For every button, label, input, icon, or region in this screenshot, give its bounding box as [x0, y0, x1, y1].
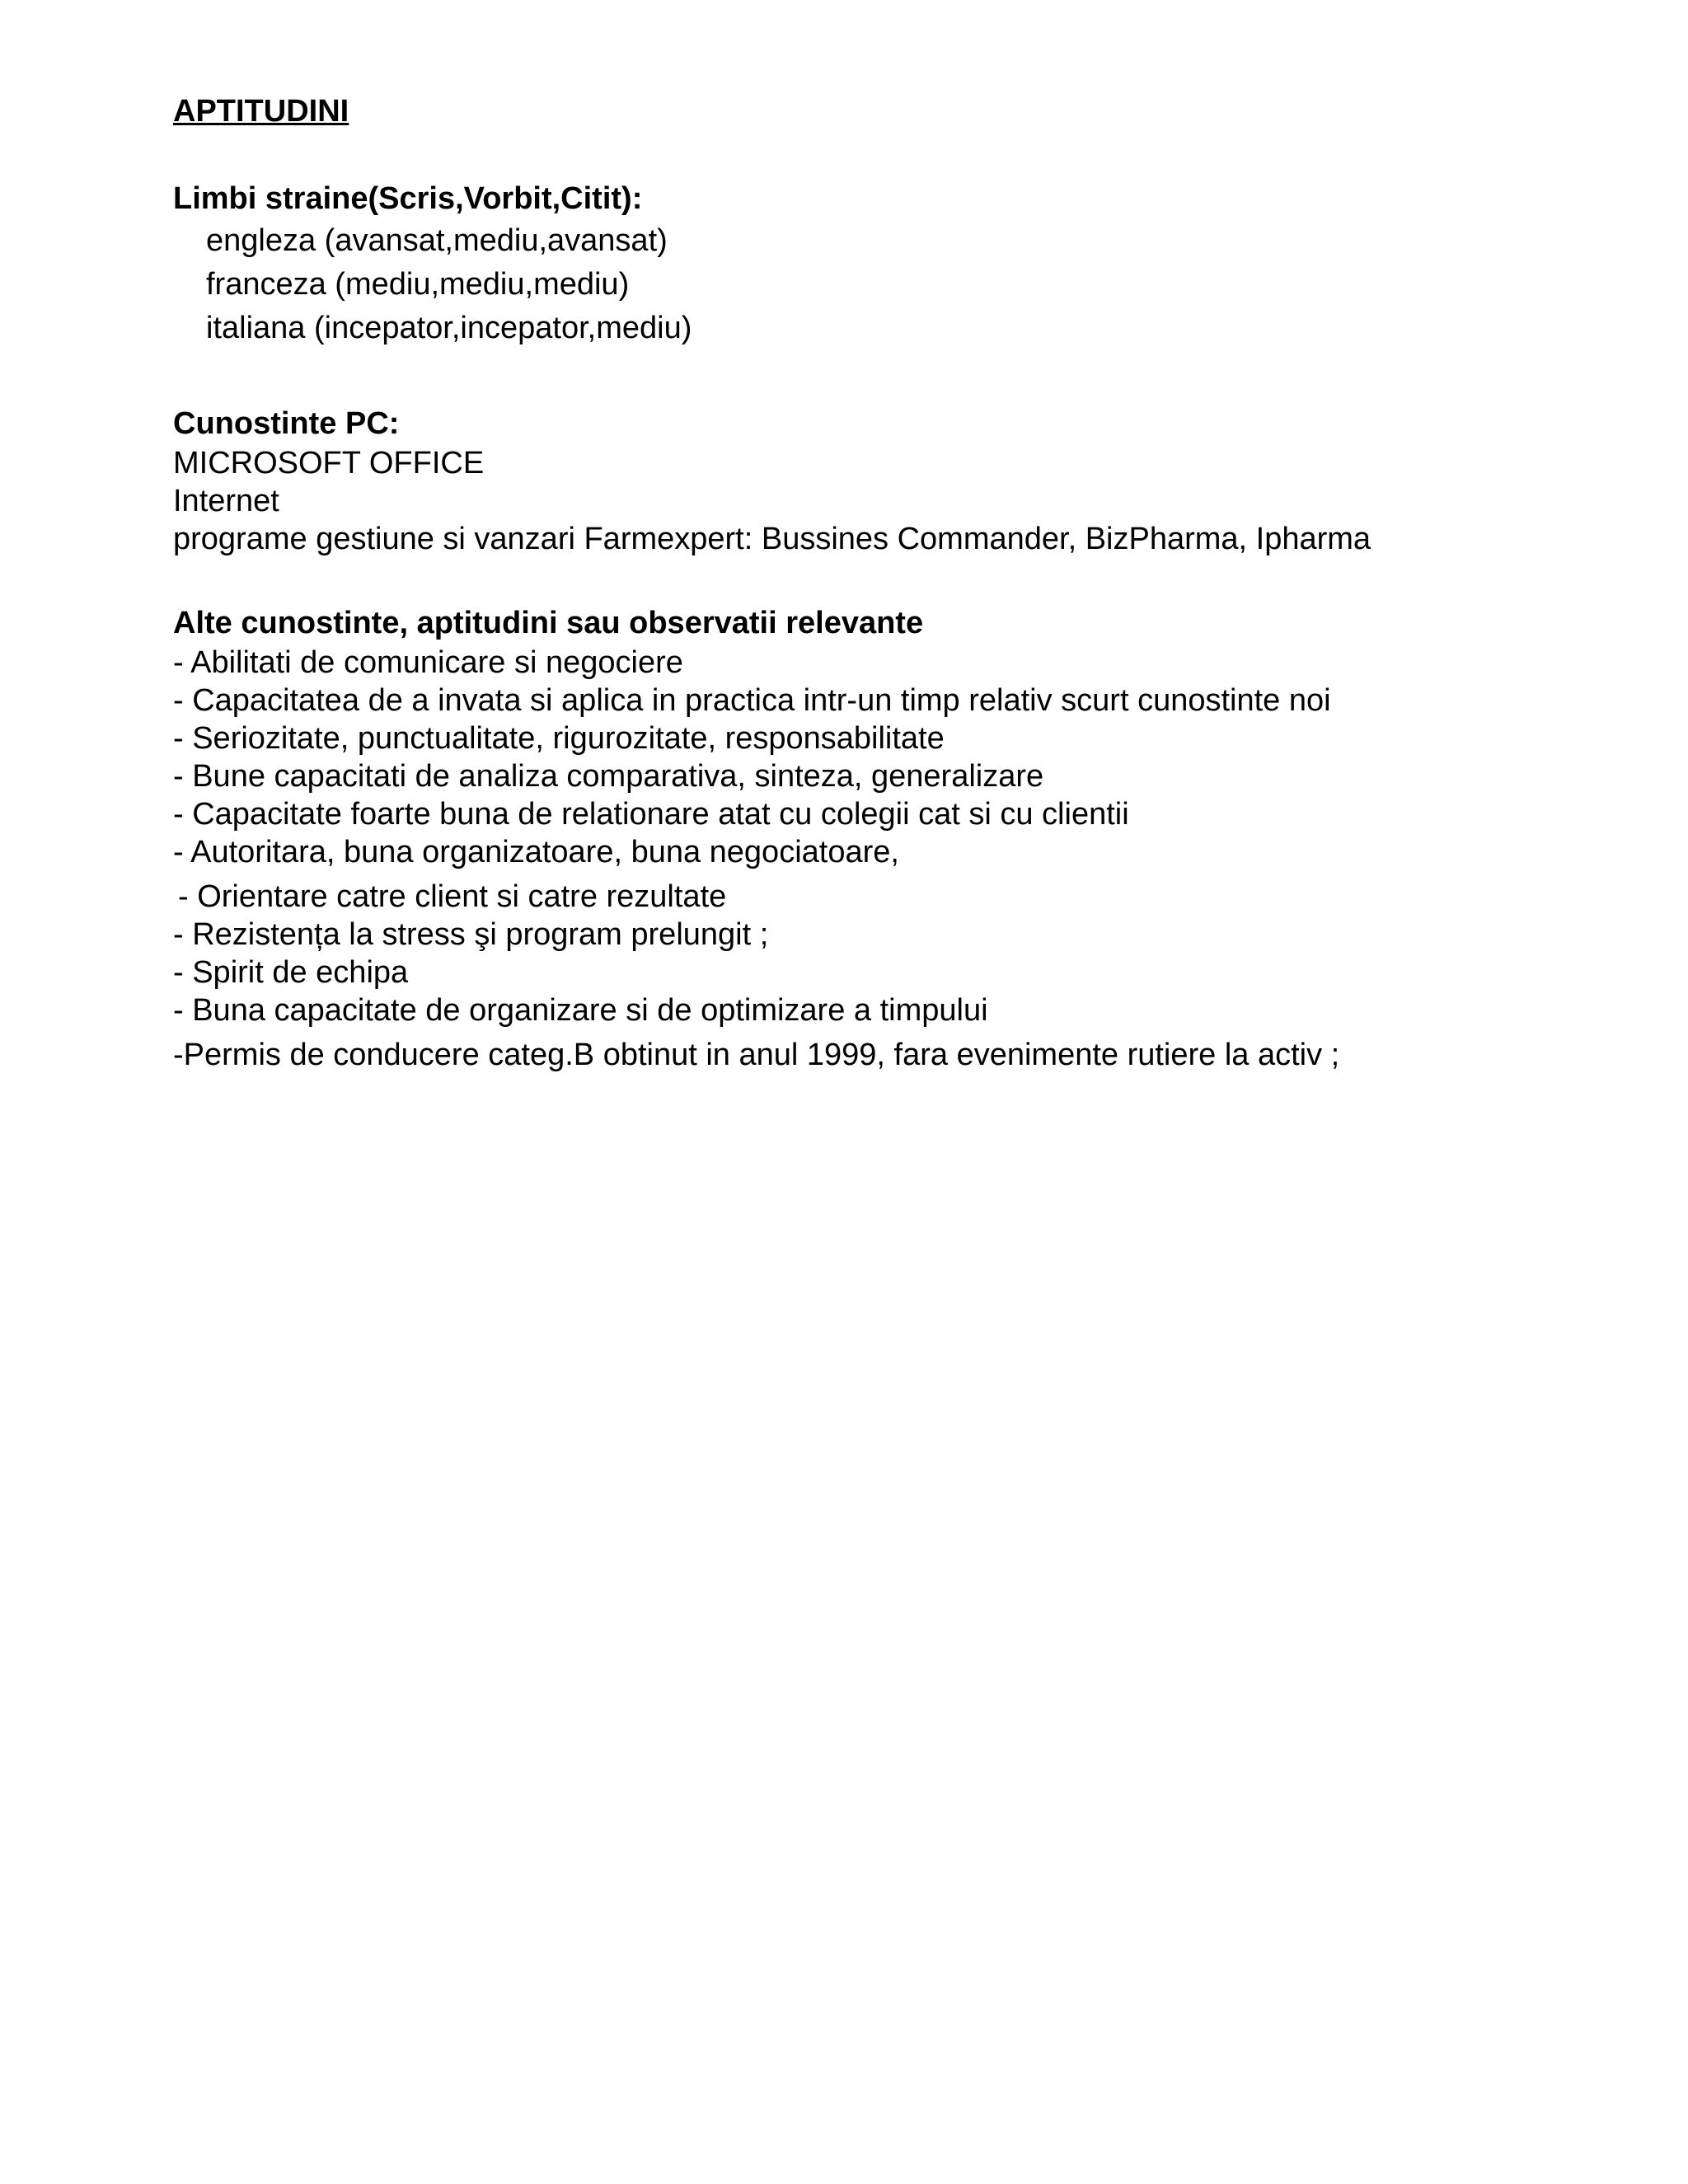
list-item: - Seriozitate, punctualitate, rigurozitate, responsabilitate [173, 721, 945, 756]
list-item: - Capacitatea de a invata si aplica in practica intr-un timp relativ scurt cunostinte noi [173, 683, 1331, 718]
list-item: - Spirit de echipa [173, 955, 409, 990]
pc-skills-section [173, 403, 1533, 558]
languages-section [173, 178, 1533, 350]
list-item: - Buna capacitate de organizare si de optimizare a timpului [173, 993, 988, 1028]
page-heading: APTITUDINI [173, 94, 349, 129]
list-item: - Bune capacitati de analiza comparativa, sinteza, generalizare [173, 759, 1044, 794]
list-item: - Abilitati de comunicare si negociere [173, 645, 683, 680]
pc-skill-item: Internet [173, 484, 279, 518]
pc-skill-item: programe gestiune si vanzari Farmexpert: Bussines Commander, BizPharma, Ipharma [173, 522, 1372, 556]
language-item: franceza (mediu,mediu,mediu) [206, 267, 630, 302]
language-item: italiana (incepator,incepator,mediu) [206, 311, 692, 345]
other-skills-section [173, 602, 1533, 1074]
languages-title: Limbi straine(Scris,Vorbit,Citit): [173, 181, 643, 216]
list-item: - Autoritara, buna organizatoare, buna negociatoare, [173, 835, 899, 869]
other-skills-list [173, 644, 1533, 1074]
list-item: - Rezistența la stress şi program prelungit ; [173, 917, 769, 952]
language-item: engleza (avansat,mediu,avansat) [206, 223, 668, 258]
pc-skill-item: MICROSOFT OFFICE [173, 446, 485, 480]
pc-skills-title: Cunostinte PC: [173, 406, 400, 441]
other-skills-title: Alte cunostinte, aptitudini sau observatii relevante [173, 606, 924, 640]
list-item: - Capacitate foarte buna de relationare atat cu colegii cat si cu clientii [173, 797, 1129, 832]
list-item: - Orientare catre client si catre rezultate [178, 879, 727, 914]
list-item: -Permis de conducere categ.B obtinut in anul 1999, fara evenimente rutiere la activ ; [173, 1038, 1340, 1072]
document-page [173, 91, 1533, 1074]
